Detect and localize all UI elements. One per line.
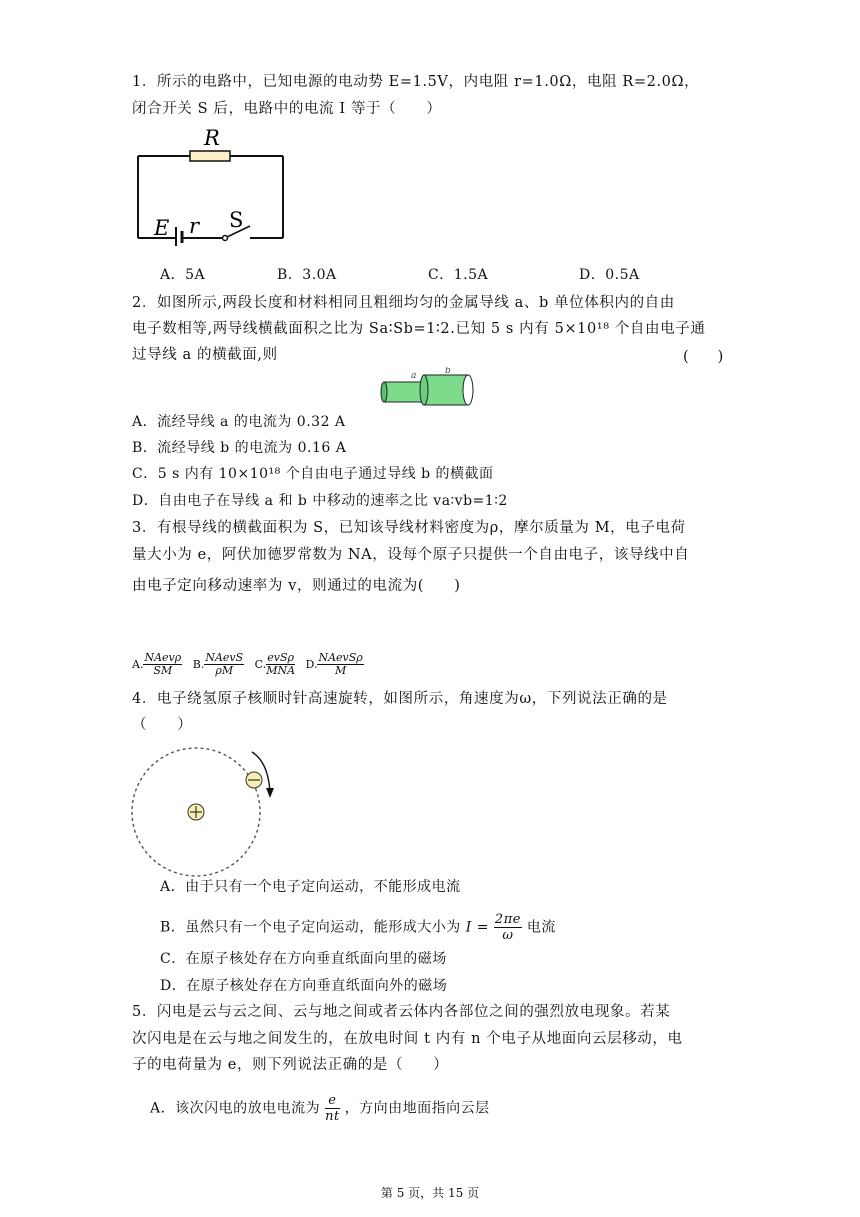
q2-line-2: 电子数相等,两导线横截面积之比为 Sa∶Sb=1∶2.已知 5 s 内有 5×10¹⁸ 个自由电子通 — [132, 321, 706, 337]
q4-atom-figure — [128, 744, 278, 880]
q2-option-c: C．5 s 内有 10×10¹⁸ 个自由电子通过导线 b 的横截面 — [132, 466, 494, 482]
q2-option-d: D．自由电子在导线 a 和 b 中移动的速率之比 va∶vb=1∶2 — [132, 493, 508, 509]
q1-option-b: B．3.0A — [277, 267, 337, 283]
q4-line-1: 4．电子绕氢原子核顺时针高速旋转，如图所示，角速度为ω，下列说法正确的是 — [132, 691, 668, 707]
q3-option-b: B. $\frac{\text{NAevS}}{\rho M}$ — [192, 651, 244, 677]
q4-option-a: A．由于只有一个电子定向运动，不能形成电流 — [160, 879, 461, 895]
label-S: S — [229, 208, 244, 232]
q4-option-b: B．虽然只有一个电子定向运动，能形成大小为 I = $\frac{2\pi e}{\omega}$ 电流 — [160, 912, 556, 943]
label-b: b — [445, 367, 451, 376]
label-r: r — [189, 214, 200, 238]
q2-option-a: A．流经导线 a 的电流为 0.32 A — [132, 414, 346, 430]
q3-line-3: 由电子定向移动速率为 v，则通过的电流为( ) — [132, 578, 461, 594]
q1-option-a: A．5A — [160, 267, 206, 283]
q2-line-1: 2．如图所示,两段长度和材料相同且粗细均匀的金属导线 a、b 单位体积内的自由 — [132, 295, 675, 311]
q3-line-2: 量大小为 e，阿伏加德罗常数为 NA，设每个原子只提供一个自由电子，该导线中自 — [132, 547, 690, 563]
q5-line-3: 子的电荷量为 e，则下列说法正确的是（ ） — [132, 1057, 449, 1073]
q3-option-c: C. $\frac{\text{evSρ}}{\text{MNA}}$ — [254, 651, 296, 677]
q2-option-b: B．流经导线 b 的电流为 0.16 A — [132, 440, 347, 456]
q2-wire-figure — [380, 367, 480, 411]
q1-line-2: 闭合开关 S 后，电路中的电流 I 等于（ ） — [132, 101, 442, 117]
q5-option-a: A．该次闪电的放电电流为 $\frac{e}{nt}$ ，方向由地面指向云层 — [150, 1093, 490, 1124]
q3-option-d: D. $\frac{\text{NAevSρ}}{M}$ — [305, 651, 363, 677]
q1-line-1: 1．所示的电路中，已知电源的电动势 E=1.5V，内电阻 r=1.0Ω，电阻 R=2.0Ω， — [132, 74, 700, 90]
q1-circuit-diagram — [130, 126, 290, 246]
page-footer: 第 5 页，共 15 页 — [380, 1186, 480, 1200]
q2-line-3: 过导线 a 的横截面,则 — [132, 347, 278, 363]
q1-option-d: D．0.5A — [579, 267, 640, 283]
q3-option-a: A. $\frac{\text{NAevρ}}{SM}$ — [132, 651, 182, 677]
q5-line-1: 5．闪电是云与云之间、云与地之间或者云体内各部位之间的强烈放电现象。若某 — [132, 1004, 671, 1020]
label-a: a — [411, 371, 417, 381]
q2-answer-paren: ( ) — [683, 349, 724, 365]
q4-option-d: D．在原子核处存在方向垂直纸面向外的磁场 — [160, 978, 448, 994]
q5-line-2: 次闪电是在云与地之间发生的，在放电时间 t 内有 n 个电子从地面向云层移动，电 — [132, 1031, 683, 1047]
q4-option-c: C．在原子核处存在方向垂直纸面向里的磁场 — [160, 951, 447, 967]
label-E: E — [154, 216, 170, 240]
q3-line-1: 3．有根导线的横截面积为 S，已知该导线材料密度为ρ，摩尔质量为 M，电子电荷 — [132, 520, 686, 536]
q4-line-2: （ ） — [132, 717, 193, 733]
label-R: R — [204, 126, 220, 150]
q1-option-c: C．1.5A — [428, 267, 489, 283]
q3-options — [132, 652, 364, 677]
